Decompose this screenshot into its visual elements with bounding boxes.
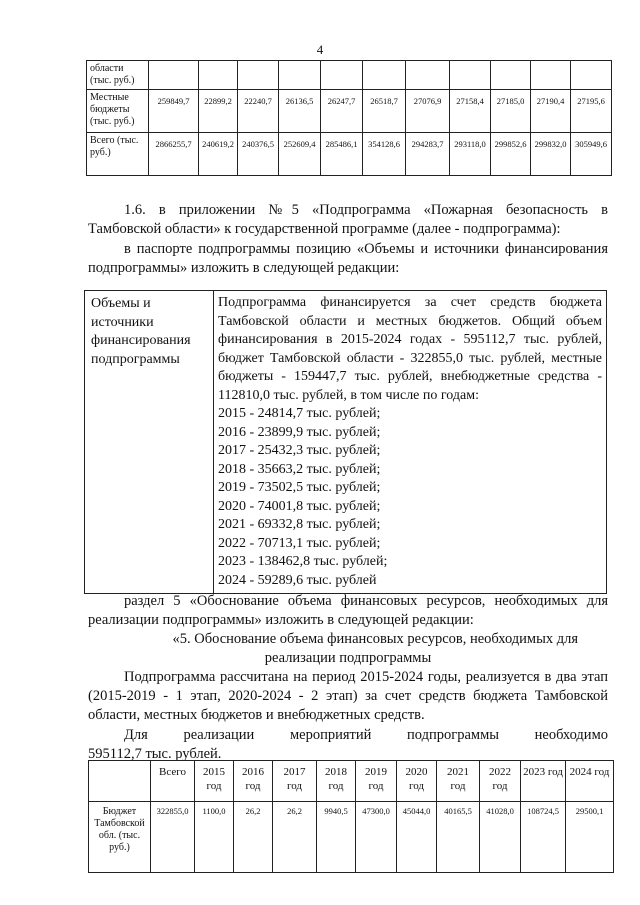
page-number: 4 <box>316 42 324 57</box>
cell: 29500,1 <box>566 802 614 873</box>
header-cell: 2020 год <box>397 761 437 802</box>
table-header-row <box>89 761 614 802</box>
cell: 9940,5 <box>317 802 356 873</box>
header-cell: 2022 год <box>480 761 521 802</box>
cell: 26518,7 <box>363 90 406 133</box>
passport-intro: Подпрограмма финансируется за счет средств бюджета Тамбовской области и местных бюджетов. Общий объем финансирования в 2015-2024 годах - 595112,7 тыс. рублей, бюджет Тамбовской области - 322855,0 тыс. рублей, местные бюджеты - 159447,7 тыс. рублей, внебюджетные средства - 112810,0 тыс. рублей, в том числе по годам: <box>218 295 602 403</box>
header-cell: 2017 год <box>273 761 317 802</box>
paragraph-passport: в паспорте подпрограммы позицию «Объемы и источники финансирования подпрограммы» изложить в следующей редакции: <box>88 241 608 276</box>
table-row <box>87 90 612 133</box>
header-cell: 2018 год <box>317 761 356 802</box>
cell: 299852,6 <box>491 133 531 176</box>
passport-year-2018: 2018 - 35663,2 тыс. рублей; <box>218 461 381 477</box>
cell: 27195,6 <box>571 90 612 133</box>
cell: 322855,0 <box>151 802 195 873</box>
cell: 305949,6 <box>571 133 612 176</box>
header-cell <box>89 761 151 802</box>
passport-year-2020: 2020 - 74001,8 тыс. рублей; <box>218 498 381 514</box>
header-cell: 2023 год <box>521 761 566 802</box>
cell: 22899,2 <box>199 90 238 133</box>
header-cell: 2021 год <box>437 761 480 802</box>
cell: 108724,5 <box>521 802 566 873</box>
row-label: Всего (тыс. руб.) <box>87 133 149 176</box>
cell: 259849,7 <box>149 90 199 133</box>
cell: 2866255,7 <box>149 133 199 176</box>
cell: 26247,7 <box>321 90 363 133</box>
paragraph-period: Подпрограмма рассчитана на период 2015-2024 годы, реализуется в два этап (2015-2019 - 1 этап, 2020-2024 - 2 этап) за счет средств бюджета Тамбовской области, местных бюджетов и внебюджетных средств. <box>88 669 608 723</box>
cell: 299832,0 <box>531 133 571 176</box>
passport-label: Объемы и источники финансирования подпрограммы <box>85 291 214 594</box>
passport-table <box>84 290 607 594</box>
table-row <box>87 133 612 176</box>
table-row <box>87 61 612 90</box>
header-cell: 2024 год <box>566 761 614 802</box>
passport-year-2015: 2015 - 24814,7 тыс. рублей; <box>218 406 381 421</box>
cell: 252609,4 <box>279 133 321 176</box>
paragraph-total-line-1: Для реализации мероприятий подпрограммы необходимо <box>124 727 608 743</box>
cell: 240619,2 <box>199 133 238 176</box>
cell: 27076,9 <box>406 90 450 133</box>
cell: 26,2 <box>273 802 317 873</box>
passport-year-2021: 2021 - 69332,8 тыс. рублей; <box>218 517 381 532</box>
cell: 40165,5 <box>437 802 480 873</box>
cell: 26136,5 <box>279 90 321 133</box>
passport-year-2024: 2024 - 59289,6 тыс. рублей <box>218 572 377 588</box>
cell: 45044,0 <box>397 802 437 873</box>
row-label: Бюджет Тамбовской обл. (тыс. руб.) <box>89 802 151 873</box>
passport-content <box>214 291 607 594</box>
passport-year-2016: 2016 - 23899,9 тыс. рублей; <box>218 424 381 440</box>
section-heading-line-1: «5. Обоснование объема финансовых ресурсов, необходимых для <box>172 631 578 647</box>
cell: 22240,7 <box>238 90 279 133</box>
cell: 27190,4 <box>531 90 571 133</box>
header-cell: 2016 год <box>234 761 273 802</box>
cell: 354128,6 <box>363 133 406 176</box>
cell: 1100,0 <box>195 802 234 873</box>
passport-year-2019: 2019 - 73502,5 тыс. рублей; <box>218 480 381 495</box>
passport-year-2022: 2022 - 70713,1 тыс. рублей; <box>218 535 381 551</box>
table-row <box>89 802 614 873</box>
paragraph-section-5: раздел 5 «Обоснование объема финансовых ресурсов, необходимых для реализации подпрограммы» изложить в следующей редакции: <box>88 593 608 628</box>
cell: 41028,0 <box>480 802 521 873</box>
paragraph-total-line-2: 595112,7 тыс. рублей. <box>88 746 222 762</box>
cell: 26,2 <box>234 802 273 873</box>
row-label: Местные бюджеты (тыс. руб.) <box>87 90 149 133</box>
funding-table-top <box>86 60 612 176</box>
section-heading-line-2: реализации подпрограммы <box>264 650 432 666</box>
cell: 294283,7 <box>406 133 450 176</box>
table-row <box>85 291 607 594</box>
cell: 240376,5 <box>238 133 279 176</box>
cell: 285486,1 <box>321 133 363 176</box>
row-label: области (тыс. руб.) <box>87 61 149 90</box>
passport-year-2017: 2017 - 25432,3 тыс. рублей; <box>218 443 381 458</box>
header-cell: 2015 год <box>195 761 234 802</box>
cell: 27185,0 <box>491 90 531 133</box>
cell: 47300,0 <box>356 802 397 873</box>
funding-table-bottom <box>88 760 614 873</box>
passport-year-2023: 2023 - 138462,8 тыс. рублей; <box>218 554 388 569</box>
paragraph-1-6: 1.6. в приложении №5 «Подпрограмма «Пожарная безопасность в Тамбовской области» к государственной программе (далее - подпрограмма): <box>88 202 608 237</box>
header-cell: Всего <box>151 761 195 802</box>
header-cell: 2019 год <box>356 761 397 802</box>
cell: 27158,4 <box>450 90 491 133</box>
cell: 293118,0 <box>450 133 491 176</box>
